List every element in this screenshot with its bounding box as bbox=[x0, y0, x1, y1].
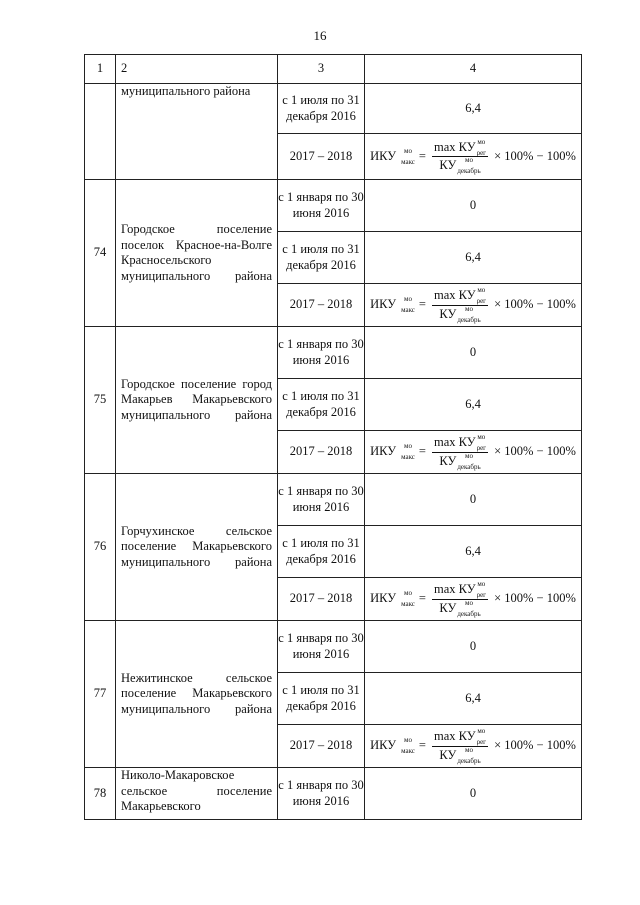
formula-num-sup: мо bbox=[477, 727, 486, 736]
row-number: 74 bbox=[85, 180, 116, 327]
formula-den: КУ bbox=[439, 453, 457, 468]
formula-cell bbox=[365, 578, 582, 621]
formula-lhs: ИКУ bbox=[370, 297, 397, 312]
tariff-table bbox=[84, 54, 582, 820]
value-cell: 0 bbox=[365, 180, 582, 232]
table-row bbox=[85, 474, 582, 526]
formula-lhs-sub: макс bbox=[401, 453, 415, 461]
formula-lhs-sup: мо bbox=[404, 589, 412, 597]
formula-lhs: ИКУ bbox=[370, 738, 397, 753]
header-col-1: 1 bbox=[85, 55, 116, 84]
formula-den-sub: декабрь bbox=[457, 167, 481, 176]
formula-tail: × 100% − 100% bbox=[494, 738, 576, 753]
formula-lhs-sup: мо bbox=[404, 736, 412, 744]
header-col-4: 4 bbox=[365, 55, 582, 84]
period-cell: с 1 июля по 31 декабря 2016 bbox=[278, 84, 365, 134]
formula-den-sup: мо bbox=[465, 304, 473, 313]
header-row bbox=[85, 55, 582, 84]
formula-num-sup: мо bbox=[477, 137, 486, 146]
formula-lhs-sub: макс bbox=[401, 306, 415, 314]
formula-eq: = bbox=[418, 444, 426, 459]
row-number-cell bbox=[85, 84, 116, 180]
period-cell: с 1 января по 30 июня 2016 bbox=[278, 327, 365, 379]
formula-num-sub: ρег bbox=[476, 148, 487, 157]
formula-lhs-sub: макс bbox=[401, 157, 415, 166]
period-cell: 2017 – 2018 bbox=[278, 134, 365, 180]
formula-eq: = bbox=[418, 591, 426, 606]
period-cell: с 1 января по 30 июня 2016 bbox=[278, 474, 365, 526]
table-row bbox=[85, 180, 582, 232]
value-cell: 6,4 bbox=[365, 673, 582, 725]
period-cell: с 1 июля по 31 декабря 2016 bbox=[278, 526, 365, 578]
settlement-name: Горчухинское сельское поселение Макарьевского муниципального района bbox=[116, 474, 278, 621]
settlement-name: Нежитинское сельское поселение Макарьевского муниципального района bbox=[116, 621, 278, 768]
formula-num-sup: мо bbox=[477, 580, 486, 589]
value-cell: 0 bbox=[365, 474, 582, 526]
formula-num: max КУ bbox=[433, 435, 476, 449]
formula-lhs-sub: макс bbox=[401, 600, 415, 608]
formula-den-sub: декабрь bbox=[457, 756, 481, 765]
formula-den-sup: мо bbox=[465, 451, 473, 460]
period-cell: с 1 июля по 31 декабря 2016 bbox=[278, 232, 365, 284]
formula-tail: × 100% − 100% bbox=[494, 297, 576, 312]
formula-num-sub: ρег bbox=[476, 591, 487, 600]
formula-eq: = bbox=[418, 297, 426, 312]
formula-tail: × 100% − 100% bbox=[494, 148, 576, 163]
formula-num: max КУ bbox=[433, 139, 476, 154]
period-cell: с 1 января по 30 июня 2016 bbox=[278, 621, 365, 673]
formula-den-sup: мо bbox=[465, 156, 473, 165]
formula-num-sub: ρег bbox=[476, 297, 487, 306]
period-cell: с 1 января по 30 июня 2016 bbox=[278, 768, 365, 820]
formula-lhs-sub: макс bbox=[401, 747, 415, 755]
row-number: 76 bbox=[85, 474, 116, 621]
formula-num: max КУ bbox=[433, 288, 476, 302]
period-cell: с 1 января по 30 июня 2016 bbox=[278, 180, 365, 232]
formula bbox=[370, 137, 576, 176]
header-col-2: 2 bbox=[116, 55, 278, 84]
settlement-name: Городское поселение город Макарьев Макарьевского муниципального района bbox=[116, 327, 278, 474]
formula-lhs: ИКУ bbox=[370, 444, 397, 459]
formula-lhs-sup: мо bbox=[404, 442, 412, 450]
formula-den-sub: декабрь bbox=[457, 315, 481, 324]
formula-num-sup: мо bbox=[477, 433, 486, 442]
formula-lhs: ИКУ bbox=[370, 591, 397, 606]
formula-tail: × 100% − 100% bbox=[494, 591, 576, 606]
formula-den: КУ bbox=[439, 600, 457, 615]
period-cell: 2017 – 2018 bbox=[278, 578, 365, 621]
row-number: 78 bbox=[85, 768, 116, 820]
formula-fraction bbox=[432, 137, 488, 176]
period-cell: с 1 июля по 31 декабря 2016 bbox=[278, 379, 365, 431]
table-row bbox=[85, 327, 582, 379]
formula-den-sup: мо bbox=[465, 598, 473, 607]
formula-eq: = bbox=[418, 148, 426, 163]
period-cell: 2017 – 2018 bbox=[278, 431, 365, 474]
formula-lhs-sup: мо bbox=[404, 295, 412, 303]
formula-lhs: ИКУ bbox=[370, 148, 397, 163]
formula-num: max КУ bbox=[433, 729, 476, 743]
formula-den-sub: декабрь bbox=[457, 462, 481, 471]
table-row bbox=[85, 768, 582, 820]
formula-den: КУ bbox=[439, 306, 457, 321]
value-cell: 6,4 bbox=[365, 526, 582, 578]
value-cell: 6,4 bbox=[365, 379, 582, 431]
table-row bbox=[85, 621, 582, 673]
value-cell: 0 bbox=[365, 621, 582, 673]
value-cell: 6,4 bbox=[365, 232, 582, 284]
row-number: 75 bbox=[85, 327, 116, 474]
table-row bbox=[85, 84, 582, 134]
period-cell: 2017 – 2018 bbox=[278, 725, 365, 768]
formula-den: КУ bbox=[439, 747, 457, 762]
formula-tail: × 100% − 100% bbox=[494, 444, 576, 459]
page-number: 16 bbox=[313, 28, 327, 43]
formula-den-sub: декабрь bbox=[457, 609, 481, 618]
formula-lhs-sup: мо bbox=[404, 146, 412, 155]
formula-den-sup: мо bbox=[465, 745, 473, 754]
value-cell: 0 bbox=[365, 768, 582, 820]
period-cell: с 1 июля по 31 декабря 2016 bbox=[278, 673, 365, 725]
value-cell: 6,4 bbox=[365, 84, 582, 134]
settlement-name: Николо-Макаровское сельское поселение Макарьевского bbox=[116, 768, 278, 820]
formula-num-sub: ρег bbox=[476, 444, 487, 453]
header-col-3: 3 bbox=[278, 55, 365, 84]
formula-den: КУ bbox=[439, 158, 457, 172]
value-cell: 0 bbox=[365, 327, 582, 379]
settlement-name: Городское поселение поселок Красное-на-Волге Красносельского муниципального района bbox=[116, 180, 278, 327]
formula-num: max КУ bbox=[433, 582, 476, 596]
formula-cell bbox=[365, 134, 582, 180]
formula-cell bbox=[365, 431, 582, 474]
period-cell: 2017 – 2018 bbox=[278, 284, 365, 327]
formula-num-sub: ρег bbox=[476, 738, 487, 747]
settlement-name: муниципального района bbox=[116, 84, 278, 180]
formula-eq: = bbox=[418, 738, 426, 753]
formula-num-sup: мо bbox=[477, 286, 486, 295]
formula-cell bbox=[365, 725, 582, 768]
row-number: 77 bbox=[85, 621, 116, 768]
formula-cell bbox=[365, 284, 582, 327]
